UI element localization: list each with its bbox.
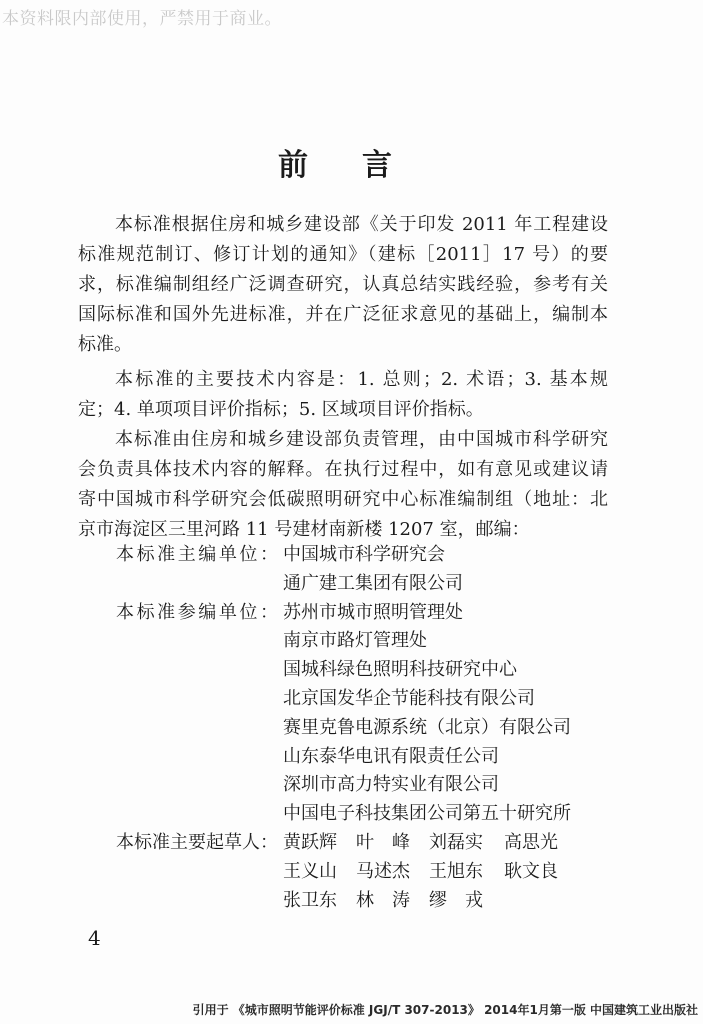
paragraph-3: [78, 425, 608, 545]
drafters-row: [116, 829, 616, 858]
drafter-name: 林 涛: [356, 889, 410, 911]
page-title: 前 言: [278, 148, 404, 183]
drafter-name: 王义山: [283, 860, 337, 882]
participating-unit-row: [116, 714, 616, 743]
drafters-row: [116, 858, 616, 887]
text-line: 求，标准编制组经广泛调查研究，认真总结实践经验，参考有关: [78, 274, 608, 295]
participating-unit-row: [116, 800, 616, 829]
participating-unit-row: [116, 599, 616, 628]
paragraph-2: [78, 365, 608, 425]
participating-unit: 北京国发华企节能科技有限公司: [283, 687, 535, 709]
participating-unit: 苏州市城市照明管理处: [283, 601, 463, 623]
watermark-text: 本资料限内部使用，严禁用于商业。: [2, 9, 282, 29]
participating-unit-row: [116, 685, 616, 714]
drafters-row: [116, 887, 616, 916]
participating-unit-row: [116, 656, 616, 685]
chief-editor-unit: 中国城市科学研究会: [283, 544, 445, 565]
participating-unit: 国城科绿色照明科技研究中心: [283, 659, 517, 681]
drafter-name: 黄跃辉: [283, 831, 337, 853]
participating-unit: 赛里克鲁电源系统（北京）有限公司: [283, 716, 571, 738]
chief-editor-unit: 通广建工集团有限公司: [283, 572, 463, 594]
drafter-name: 缪 戎: [429, 889, 483, 911]
participating-unit: 山东泰华电讯有限责任公司: [283, 745, 499, 767]
text-line: 本标准根据住房和城乡建设部《关于印发 2011 年工程建设: [115, 214, 608, 235]
text-line: 本标准的主要技术内容是：1. 总则；2. 术语；3. 基本规: [115, 369, 608, 390]
drafter-name: 刘磊实: [429, 831, 483, 853]
citation-footer: 引用于 《城市照明节能评价标准 JGJ/T 307-2013》 2014年1月第一版 中国建筑工业出版社: [192, 1003, 698, 1017]
text-line: 标准规范制订、修订计划的通知》（建标［2011］17 号）的要: [78, 244, 608, 265]
drafter-name: 高思光: [504, 831, 558, 853]
participating-unit: 中国电子科技集团公司第五十研究所: [283, 803, 571, 825]
credits-list: [116, 541, 616, 915]
drafter-name: 耿文良: [504, 860, 558, 882]
text-line: 寄中国城市科学研究会低碳照明研究中心标准编制组（地址：北: [78, 489, 608, 510]
chief-editor-row: [116, 570, 616, 599]
drafters-label: 本标准主要起草人：: [116, 831, 278, 853]
participating-unit: 南京市路灯管理处: [283, 630, 427, 652]
chief-editor-row: [116, 541, 616, 570]
text-line: 标准。: [78, 334, 132, 355]
page-number: 4: [88, 926, 101, 950]
drafter-name: 叶 峰: [356, 831, 410, 853]
paragraph-1: [78, 210, 608, 360]
text-line: 本标准由住房和城乡建设部负责管理，由中国城市科学研究: [115, 429, 608, 450]
participating-unit-row: [116, 771, 616, 800]
text-line: 京市海淀区三里河路 11 号建材南新楼 1207 室，邮编：: [78, 519, 530, 540]
participating-unit-row: [116, 743, 616, 772]
participating-unit: 深圳市高力特实业有限公司: [283, 774, 499, 796]
drafter-name: 马述杰: [356, 860, 410, 882]
text-line: 定；4. 单项项目评价指标；5. 区域项目评价指标。: [78, 399, 484, 420]
text-line: 国际标准和国外先进标准，并在广泛征求意见的基础上，编制本: [78, 304, 608, 325]
chief-editor-label: 本标准主编单位：: [116, 544, 278, 565]
drafter-name: 王旭东: [429, 860, 483, 882]
participating-units-label: 本标准参编单位：: [116, 601, 278, 623]
participating-unit-row: [116, 627, 616, 656]
drafter-name: 张卫东: [283, 889, 337, 911]
text-line: 会负责具体技术内容的解释。在执行过程中，如有意见或建议请: [78, 459, 608, 480]
